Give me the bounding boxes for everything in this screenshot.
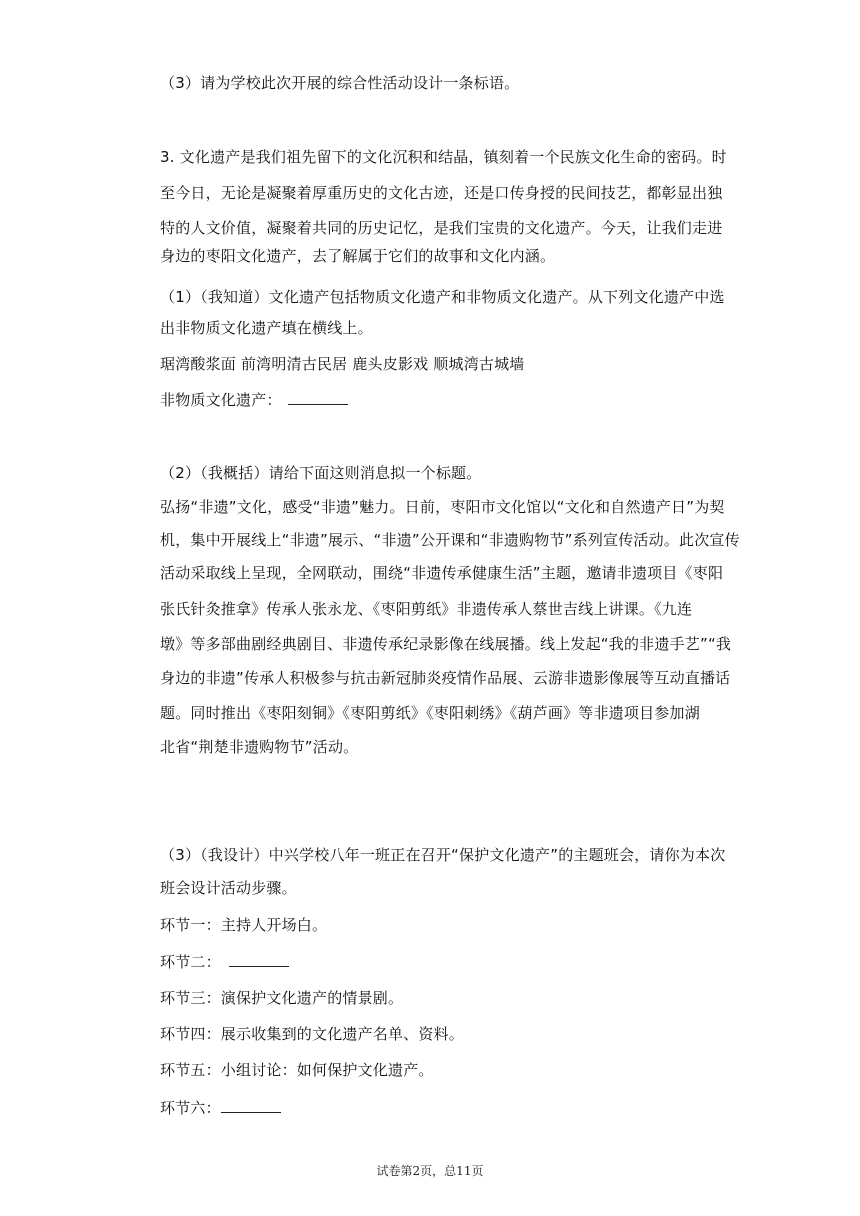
q3-part2-prompt: （2）（我概括）请给下面这则消息拟一个标题。	[160, 464, 482, 482]
answer-blank[interactable]	[288, 390, 348, 405]
answer-label: 非物质文化遗产：	[160, 391, 282, 409]
q3-intro-line-3: 特的人文价值，凝聚着共同的历史记忆，是我们宝贵的文化遗产。今天，让我们走进	[160, 219, 723, 237]
q3-part3-line-1: （3）（我设计）中兴学校八年一班正在召开“保护文化遗产”的主题班会，请你为本次	[160, 846, 726, 864]
news-line-6: 身边的非遗”传承人积极参与抗击新冠肺炎疫情作品展、云游非遗影像展等互动直播话	[160, 669, 731, 687]
step-2-label: 环节二：	[160, 953, 221, 971]
step-6-blank[interactable]	[221, 1098, 281, 1113]
step-1: 环节一：主持人开场白。	[160, 916, 328, 934]
news-line-2: 机，集中开展线上“非遗”展示、“非遗”公开课和“非遗购物节”系列宣传活动。此次宣传	[160, 531, 740, 549]
step-2-row	[160, 952, 740, 972]
step-5: 环节五：小组讨论：如何保护文化遗产。	[160, 1061, 434, 1079]
news-line-4: 张氏针灸推拿》传承人张永龙、《枣阳剪纸》非遗传承人蔡世吉线上讲课。《九连	[160, 600, 693, 618]
news-line-1: 弘扬“非遗”文化，感受“非遗”魅力。日前，枣阳市文化馆以“文化和自然遗产日”为契	[160, 498, 725, 516]
q2-part3-prompt: （3）请为学校此次开展的综合性活动设计一条标语。	[160, 74, 520, 92]
q3-part1-options: 琚湾酸浆面 前湾明清古民居 鹿头皮影戏 顺城湾古城墙	[160, 355, 525, 373]
news-line-3: 活动采取线上呈现，全网联动，围绕“非遗传承健康生活”主题，邀请非遗项目《枣阳	[160, 564, 724, 582]
q3-part1-answer-row	[160, 390, 740, 410]
q3-intro-line-2: 至今日，无论是凝聚着厚重历史的文化古迹，还是口传身授的民间技艺，都彰显出独	[160, 184, 723, 202]
q3-part3-line-2: 班会设计活动步骤。	[160, 879, 297, 897]
step-6-row	[160, 1098, 740, 1118]
step-2-blank[interactable]	[229, 952, 289, 967]
news-line-7: 题。同时推出《枣阳刻铜》《枣阳剪纸》《枣阳刺绣》《葫芦画》等非遗项目参加湖	[160, 704, 700, 722]
page-footer: 试卷第2页，总11页	[376, 1164, 484, 1178]
q3-part1-line-2: 出非物质文化遗产填在横线上。	[160, 319, 373, 337]
q3-intro-line-1: 3. 文化遗产是我们祖先留下的文化沉积和结晶，镇刻着一个民族文化生命的密码。时	[160, 148, 727, 166]
step-6-label: 环节六：	[160, 1099, 221, 1117]
step-4: 环节四：展示收集到的文化遗产名单、资料。	[160, 1025, 465, 1043]
news-line-8: 北省“荆楚非遗购物节”活动。	[160, 738, 359, 756]
news-line-5: 墩》等多部曲剧经典剧目、非遗传承纪录影像在线展播。线上发起“我的非遗手艺”“我	[160, 635, 732, 653]
q3-part1-line-1: （1）（我知道）文化遗产包括物质文化遗产和非物质文化遗产。从下列文化遗产中选	[160, 288, 725, 306]
step-3: 环节三：演保护文化遗产的情景剧。	[160, 989, 404, 1007]
q3-intro-line-4: 身边的枣阳文化遗产，去了解属于它们的故事和文化内涵。	[160, 247, 556, 265]
